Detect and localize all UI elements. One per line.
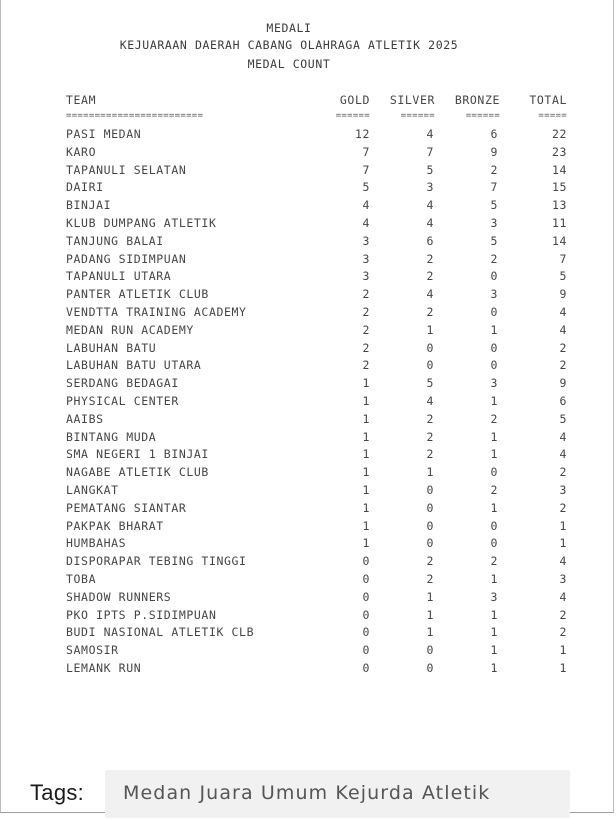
team-name: TOBA <box>66 571 97 586</box>
gold-count: 5 <box>362 180 370 195</box>
silver-count: 2 <box>426 304 434 319</box>
silver-count: 4 <box>426 198 434 213</box>
silver-count: 0 <box>426 482 434 497</box>
silver-count: 4 <box>426 287 434 302</box>
bronze-count: 0 <box>490 518 498 533</box>
bronze-count: 2 <box>490 251 498 266</box>
tag-label[interactable]: Medan Juara Umum Kejurda Atletik <box>123 782 491 804</box>
table-row <box>1 429 613 447</box>
gold-count: 0 <box>362 589 370 604</box>
team-name: DISPORAPAR TEBING TINGGI <box>66 554 247 569</box>
gold-count: 2 <box>362 358 370 373</box>
team-name: PKO IPTS P.SIDIMPUAN <box>66 607 217 622</box>
table-row <box>1 660 613 678</box>
gold-count: 3 <box>362 233 370 248</box>
silver-count: 3 <box>426 180 434 195</box>
team-name: SAMOSIR <box>66 643 119 658</box>
table-row <box>1 268 613 286</box>
team-name: TAPANULI UTARA <box>66 269 172 284</box>
total-count: 4 <box>559 322 567 337</box>
table-row <box>1 197 613 215</box>
silver-count: 0 <box>426 358 434 373</box>
table-row <box>1 251 613 269</box>
bronze-count: 3 <box>490 376 498 391</box>
bronze-count: 0 <box>490 340 498 355</box>
bronze-count: 3 <box>490 215 498 230</box>
gold-count: 3 <box>362 251 370 266</box>
column-header-total: TOTAL <box>529 93 567 107</box>
table-row <box>1 179 613 197</box>
table-row <box>1 233 613 251</box>
silver-count: 4 <box>426 393 434 408</box>
gold-count: 2 <box>362 340 370 355</box>
table-row <box>1 286 613 304</box>
total-count: 9 <box>559 287 567 302</box>
gold-count: 0 <box>362 571 370 586</box>
silver-count: 5 <box>426 376 434 391</box>
silver-count: 1 <box>426 625 434 640</box>
silver-count: 4 <box>426 127 434 141</box>
gold-count: 0 <box>362 625 370 640</box>
bronze-count: 0 <box>490 465 498 480</box>
gold-count: 2 <box>362 287 370 302</box>
header-title: MEDALI <box>266 21 312 35</box>
gold-count: 12 <box>354 127 370 141</box>
team-name: LANGKAT <box>66 482 119 497</box>
silver-count: 0 <box>426 518 434 533</box>
bronze-count: 0 <box>490 358 498 373</box>
silver-count: 0 <box>426 500 434 515</box>
bronze-count: 5 <box>490 233 498 248</box>
bronze-count: 3 <box>490 589 498 604</box>
silver-count: 1 <box>426 465 434 480</box>
total-count: 4 <box>559 304 567 319</box>
header-event: KEJUARAAN DAERAH CABANG OLAHRAGA ATLETIK 2025 <box>119 38 459 52</box>
total-count: 6 <box>559 393 567 408</box>
table-row <box>1 126 613 144</box>
bronze-count: 6 <box>490 127 498 141</box>
team-name: PHYSICAL CENTER <box>66 393 179 408</box>
total-count: 4 <box>559 447 567 462</box>
team-name: HUMBAHAS <box>66 536 127 551</box>
silver-count: 2 <box>426 251 434 266</box>
gold-count: 1 <box>362 536 370 551</box>
table-row <box>1 464 613 482</box>
silver-count: 2 <box>426 269 434 284</box>
total-count: 2 <box>559 625 567 640</box>
gold-count: 0 <box>362 643 370 658</box>
gold-count: 1 <box>362 518 370 533</box>
gold-count: 1 <box>362 411 370 426</box>
column-header-silver: SILVER <box>389 93 435 107</box>
silver-count: 2 <box>426 411 434 426</box>
total-count: 1 <box>559 518 567 533</box>
total-count: 1 <box>559 536 567 551</box>
separator-silver: ====== <box>400 111 435 121</box>
gold-count: 0 <box>362 660 370 675</box>
silver-count: 0 <box>426 660 434 675</box>
bronze-count: 1 <box>490 571 498 586</box>
column-header-bronze: BRONZE <box>454 93 500 107</box>
column-header-gold: GOLD <box>339 93 370 107</box>
team-name: LABUHAN BATU <box>66 340 157 355</box>
gold-count: 2 <box>362 304 370 319</box>
team-name: TANJUNG BALAI <box>66 233 164 248</box>
gold-count: 7 <box>362 162 370 177</box>
bronze-count: 0 <box>490 304 498 319</box>
team-name: BINTANG MUDA <box>66 429 157 444</box>
bronze-count: 1 <box>490 643 498 658</box>
table-row <box>1 624 613 642</box>
bronze-count: 1 <box>490 625 498 640</box>
bronze-count: 9 <box>490 144 498 159</box>
total-count: 2 <box>559 340 567 355</box>
team-name: BINJAI <box>66 198 112 213</box>
total-count: 15 <box>551 180 567 195</box>
table-row <box>1 535 613 553</box>
table-row <box>1 304 613 322</box>
team-name: PADANG SIDIMPUAN <box>66 251 187 266</box>
silver-count: 1 <box>426 607 434 622</box>
bronze-count: 2 <box>490 554 498 569</box>
total-count: 1 <box>559 643 567 658</box>
gold-count: 4 <box>362 215 370 230</box>
bronze-count: 1 <box>490 393 498 408</box>
total-count: 4 <box>559 554 567 569</box>
gold-count: 2 <box>362 322 370 337</box>
separator-gold: ====== <box>335 111 370 121</box>
gold-count: 4 <box>362 198 370 213</box>
gold-count: 7 <box>362 144 370 159</box>
table-row <box>1 553 613 571</box>
total-count: 2 <box>559 500 567 515</box>
team-name: BUDI NASIONAL ATLETIK CLB <box>66 625 255 640</box>
bronze-count: 2 <box>490 162 498 177</box>
silver-count: 5 <box>426 162 434 177</box>
gold-count: 0 <box>362 607 370 622</box>
table-row <box>1 393 613 411</box>
bronze-count: 1 <box>490 429 498 444</box>
table-row <box>1 642 613 660</box>
medal-table <box>1 126 613 678</box>
bronze-count: 3 <box>490 287 498 302</box>
team-name: SHADOW RUNNERS <box>66 589 172 604</box>
team-name: PEMATANG SIANTAR <box>66 500 187 515</box>
total-count: 14 <box>551 233 567 248</box>
gold-count: 1 <box>362 482 370 497</box>
total-count: 3 <box>559 482 567 497</box>
table-row <box>1 144 613 162</box>
total-count: 3 <box>559 571 567 586</box>
silver-count: 7 <box>426 144 434 159</box>
total-count: 5 <box>559 411 567 426</box>
table-row <box>1 482 613 500</box>
table-row <box>1 162 613 180</box>
silver-count: 0 <box>426 536 434 551</box>
total-count: 9 <box>559 376 567 391</box>
separator-total: ===== <box>538 111 567 121</box>
silver-count: 2 <box>426 554 434 569</box>
team-name: SERDANG BEDAGAI <box>66 376 179 391</box>
total-count: 4 <box>559 429 567 444</box>
bronze-count: 2 <box>490 482 498 497</box>
gold-count: 1 <box>362 465 370 480</box>
total-count: 14 <box>551 162 567 177</box>
gold-count: 1 <box>362 447 370 462</box>
table-row <box>1 500 613 518</box>
silver-count: 6 <box>426 233 434 248</box>
bronze-count: 0 <box>490 536 498 551</box>
total-count: 7 <box>559 251 567 266</box>
total-count: 2 <box>559 465 567 480</box>
bronze-count: 1 <box>490 447 498 462</box>
team-name: DAIRI <box>66 180 104 195</box>
bronze-count: 1 <box>490 322 498 337</box>
total-count: 2 <box>559 607 567 622</box>
bronze-count: 1 <box>490 607 498 622</box>
gold-count: 1 <box>362 500 370 515</box>
total-count: 13 <box>551 198 567 213</box>
team-name: KLUB DUMPANG ATLETIK <box>66 215 217 230</box>
team-name: LEMANK RUN <box>66 660 142 675</box>
silver-count: 2 <box>426 429 434 444</box>
column-header-team: TEAM <box>66 93 97 107</box>
table-row <box>1 357 613 375</box>
table-row <box>1 215 613 233</box>
table-row <box>1 446 613 464</box>
silver-count: 0 <box>426 340 434 355</box>
table-row <box>1 518 613 536</box>
total-count: 11 <box>551 215 567 230</box>
team-name: PASI MEDAN <box>66 127 142 141</box>
gold-count: 1 <box>362 429 370 444</box>
bronze-count: 7 <box>490 180 498 195</box>
gold-count: 1 <box>362 393 370 408</box>
total-count: 1 <box>559 660 567 675</box>
tags-bar <box>0 770 612 818</box>
silver-count: 1 <box>426 589 434 604</box>
silver-count: 1 <box>426 322 434 337</box>
silver-count: 0 <box>426 643 434 658</box>
table-row <box>1 589 613 607</box>
total-count: 22 <box>551 127 567 141</box>
separator-bronze: ====== <box>465 111 500 121</box>
gold-count: 0 <box>362 554 370 569</box>
table-row <box>1 322 613 340</box>
bronze-count: 1 <box>490 500 498 515</box>
bronze-count: 1 <box>490 660 498 675</box>
team-name: KARO <box>66 144 97 159</box>
team-name: PAKPAK BHARAT <box>66 518 164 533</box>
table-row <box>1 571 613 589</box>
gold-count: 1 <box>362 376 370 391</box>
total-count: 2 <box>559 358 567 373</box>
table-row <box>1 375 613 393</box>
table-row <box>1 411 613 429</box>
silver-count: 2 <box>426 447 434 462</box>
tags-label: Tags: <box>30 780 85 805</box>
table-row <box>1 340 613 358</box>
separator-team: ======================== <box>66 111 204 121</box>
total-count: 23 <box>551 144 567 159</box>
table-row <box>1 607 613 625</box>
bronze-count: 5 <box>490 198 498 213</box>
team-name: AAIBS <box>66 411 104 426</box>
bronze-count: 0 <box>490 269 498 284</box>
team-name: SMA NEGERI 1 BINJAI <box>66 447 209 462</box>
team-name: TAPANULI SELATAN <box>66 162 187 177</box>
silver-count: 2 <box>426 571 434 586</box>
total-count: 5 <box>559 269 567 284</box>
total-count: 4 <box>559 589 567 604</box>
team-name: LABUHAN BATU UTARA <box>66 358 202 373</box>
team-name: VENDTTA TRAINING ACADEMY <box>66 304 247 319</box>
tag-chip[interactable] <box>105 770 570 818</box>
team-name: MEDAN RUN ACADEMY <box>66 322 194 337</box>
team-name: NAGABE ATLETIK CLUB <box>66 465 209 480</box>
silver-count: 4 <box>426 215 434 230</box>
header-subtitle: MEDAL COUNT <box>247 57 331 71</box>
team-name: PANTER ATLETIK CLUB <box>66 287 209 302</box>
gold-count: 3 <box>362 269 370 284</box>
bronze-count: 2 <box>490 411 498 426</box>
